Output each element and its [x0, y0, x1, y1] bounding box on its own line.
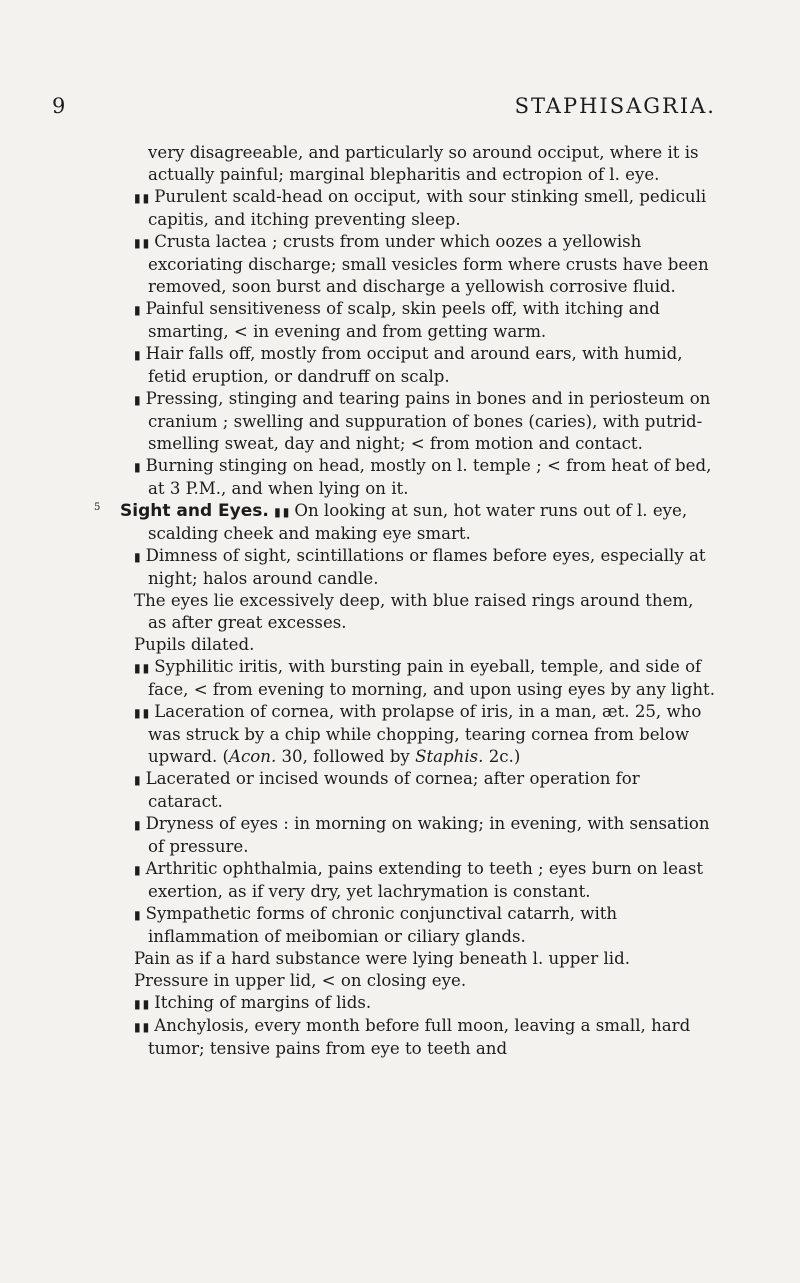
paragraph-text: Pressure in upper lid, < on closing eye.	[134, 971, 467, 990]
paragraph-text: On looking at sun, hot water runs out of l. eye, scalding cheek and making eye smart.	[148, 501, 688, 543]
section-paragraph: 5 Sight and Eyes. ▮▮ On looking at sun, hot water runs out of l. eye, scalding cheek and making eye smart.	[94, 501, 688, 543]
paragraph-text: Anchylosis, every month before full moon, leaving a small, hard tumor; tensive pains from eye to teeth and	[148, 1016, 691, 1058]
section-heading: Sight and Eyes.	[120, 501, 269, 521]
emphasis-marker: ▮▮	[134, 191, 152, 205]
paragraph-text: Painful sensitiveness of scalp, skin peels off, with itching and smarting, < in evening and from getting warm.	[145, 299, 660, 341]
paragraph	[134, 1015, 716, 1060]
paragraph	[134, 231, 716, 298]
emphasis-marker: ▮	[134, 818, 143, 832]
paragraph	[134, 590, 716, 634]
paragraph-text: Sympathetic forms of chronic conjunctival catarrh, with inflammation of meibomian or ciliary glands.	[145, 904, 618, 946]
paragraph	[134, 634, 716, 656]
paragraph	[134, 970, 716, 992]
paragraph	[134, 992, 716, 1015]
paragraph-text: Dimness of sight, scintillations or flames before eyes, especially at night; halos around candle.	[145, 546, 706, 588]
emphasis-marker: ▮▮	[134, 997, 152, 1011]
paragraph-text: Crusta lactea ; crusts from under which oozes a yellowish excoriating discharge; small vesicles form where crusts have been removed, soon burst and discharge a yellowish corrosive fluid.	[148, 232, 709, 296]
paragraph	[134, 545, 716, 590]
paragraph-text: Syphilitic iritis, with bursting pain in eyeball, temple, and side of face, < from evening to morning, and upon using eyes by any light.	[148, 657, 715, 699]
emphasis-marker: ▮	[134, 550, 143, 564]
paragraph-text: Pain as if a hard substance were lying beneath l. upper lid.	[134, 949, 630, 968]
paragraph	[134, 768, 716, 813]
emphasis-marker: ▮▮	[134, 661, 152, 675]
paragraph	[134, 813, 716, 858]
paragraph-text: Hair falls off, mostly from occiput and around ears, with humid, fetid eruption, or dandruff on scalp.	[145, 344, 683, 386]
emphasis-marker: ▮▮	[134, 236, 152, 250]
remedy-staphis: Staphis.	[415, 747, 484, 766]
emphasis-marker: ▮	[134, 303, 143, 317]
paragraph	[134, 455, 716, 500]
paragraph-text: Itching of margins of lids.	[154, 993, 372, 1012]
page-header	[0, 94, 800, 124]
paragraph	[134, 186, 716, 231]
running-title: STAPHISAGRIA.	[514, 94, 716, 118]
paragraph	[134, 298, 716, 343]
paragraph-text: Laceration of cornea, with prolapse of iris, in a man, æt. 25, who was struck by a chip while chopping, tearing cornea from below upward. (	[148, 702, 702, 766]
paragraph	[134, 858, 716, 903]
paragraph	[134, 142, 716, 186]
paragraph	[134, 903, 716, 948]
paragraph-text: 2c.)	[483, 747, 521, 766]
emphasis-marker: ▮	[134, 393, 143, 407]
paragraph-text: very disagreeable, and particularly so around occiput, where it is actually painful; marginal blepharitis and ectropion of l. eye.	[148, 143, 699, 184]
emphasis-marker: ▮	[134, 348, 143, 362]
paragraph-text: 30, followed by	[276, 747, 416, 766]
emphasis-marker: ▮	[134, 460, 143, 474]
paragraph-text: Purulent scald-head on occiput, with sour stinking smell, pediculi capitis, and itching preventing sleep.	[148, 187, 707, 229]
paragraph	[134, 701, 716, 768]
paragraph-text: Lacerated or incised wounds of cornea; after operation for cataract.	[145, 769, 640, 811]
paragraph	[134, 343, 716, 388]
page-number: 9	[52, 94, 67, 118]
remedy-acon: Acon.	[228, 747, 277, 766]
paragraph-text: Pupils dilated.	[134, 635, 255, 654]
emphasis-marker: ▮▮	[134, 706, 152, 720]
paragraph-text: Pressing, stinging and tearing pains in bones and in periosteum on cranium ; swelling and suppuration of bones (caries), with putrid-smelling sweat, day and night; < from motion and contact.	[145, 389, 711, 453]
paragraph-text: The eyes lie excessively deep, with blue raised rings around them, as after great excesses.	[134, 591, 694, 632]
emphasis-marker: ▮	[134, 908, 143, 922]
body-text	[94, 142, 716, 1060]
paragraph	[134, 948, 716, 970]
paragraph-text: Arthritic ophthalmia, pains extending to teeth ; eyes burn on least exertion, as if very dry, yet lachrymation is constant.	[145, 859, 704, 901]
paragraph-text: Burning stinging on head, mostly on l. temple ; < from heat of bed, at 3 P.M., and when lying on it.	[145, 456, 712, 498]
emphasis-marker: ▮	[134, 863, 143, 877]
emphasis-marker: ▮▮	[134, 1020, 152, 1034]
paragraph	[134, 656, 716, 701]
emphasis-marker: ▮	[134, 773, 143, 787]
emphasis-marker: ▮▮	[274, 505, 292, 519]
paragraph	[134, 388, 716, 455]
paragraph-text: Dryness of eyes : in morning on waking; in evening, with sensation of pressure.	[145, 814, 710, 856]
